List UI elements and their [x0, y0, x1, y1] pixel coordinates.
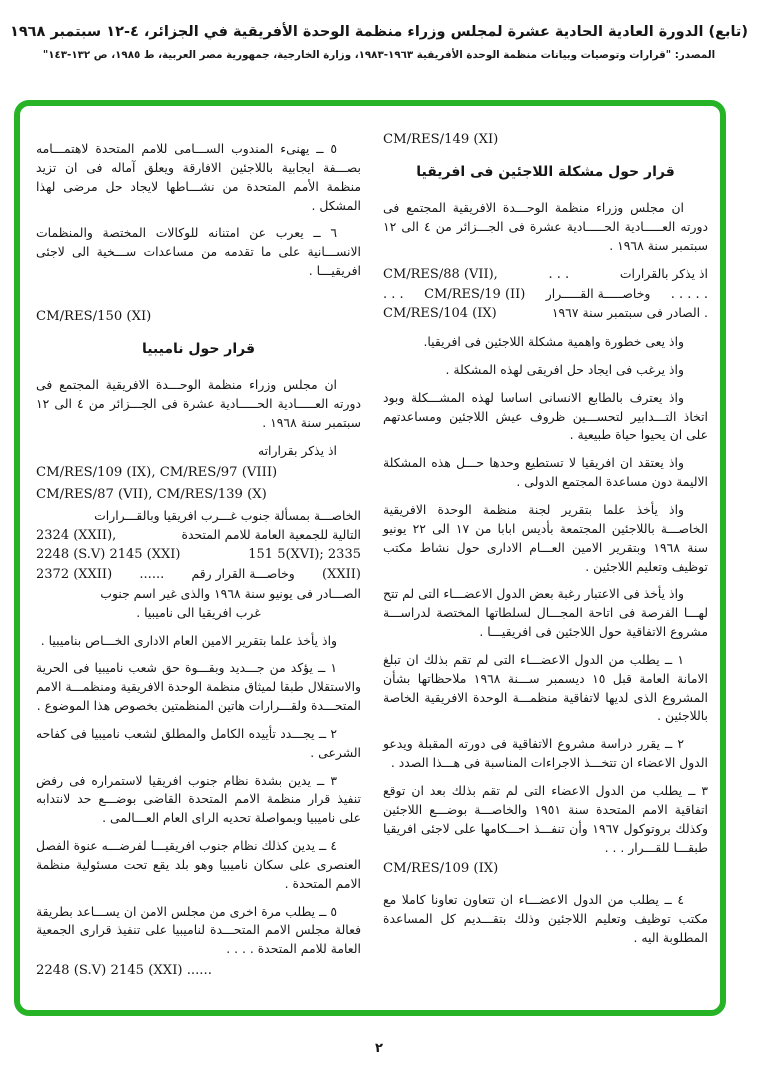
numbered-item-2: ٢ ــ يقرر دراسة مشروع الاتفاقية فى دورته المقبلة ويدعو الدول الاعضاء ان تتخـــذ الاجراءات المناسبة فى هـــذا الصدد . — [383, 736, 708, 771]
column-resolution-150 — [36, 130, 361, 1004]
page-number: ٢ — [375, 1041, 383, 1056]
document-frame — [14, 100, 726, 1016]
resolution-title-150: قرار حول ناميبيا — [141, 340, 256, 357]
concern-line-5: الصـــادر فى يونيو سنة ١٩٦٨ والذى غير اسم جنوب — [100, 585, 361, 601]
un-resolution-numbers: 151 5(XVI); 2335 — [248, 547, 361, 563]
numbered-item-5: ٥ ــ يطلب مرة اخرى من مجلس الامن ان يســـاعد بطريقة فعالة مجلس الامم المتحـــدة لناميبيا على تنفيذ قرارى الجمعية العامة للامم المتحدة . . . . — [36, 903, 361, 957]
concern-line-4 — [36, 565, 361, 585]
resolution-reference: CM/RES/19 (II) — [424, 286, 526, 302]
preamble-paragraph: ان مجلس وزراء منظمة الوحـــدة الافريقية المجتمع فى دورته العـــــادية الحـــــادية عشرة فى الجـــزائر من ٤ الى ١٢ سبتمبر سنة ١٩٦٨ . — [36, 377, 361, 430]
recall-text: اذ يذكر بالقرارات — [619, 265, 708, 281]
numbered-item-3: ٣ ــ يدين بشدة نظام جنوب افريقيا لاستمراره فى رفض تنفيذ قرار منظمة الامم المتحدة القاضى بوضـــع حد لانتدابه على ناميبيا وبمواصلة تحديه الراى العام العـــالمى . — [36, 772, 361, 826]
preamble-aware: واذ يعى خطورة واهمية مشكلة اللاجئين فى افريقيا. — [423, 334, 684, 350]
document-columns — [20, 106, 720, 1010]
numbered-item-1: ١ ــ يطلب من الدول الاعضـــاء التى لم تقم بذلك ان تبلغ الامانة العامة قبل ١٥ ديسمبر ســـنة ١٩٦٨ ملاحظاتها بشأن المشروع الذى لديها لاتفاقية منظمـــة الوحدة الافريقية الخاصة باللاجئين . — [383, 651, 708, 724]
recall-refs-line-2: CM/RES/87 (VII), CM/RES/139 (X) — [36, 486, 267, 502]
session-title: (تابع) الدورة العادية الحادية عشرة لمجلس وزراء منظمة الوحدة الأفريقية في الجزائر، ٤-١٢ سبتمبر ١٩٦٨ — [9, 24, 748, 40]
un-resolution-number: 2324 (XXII), — [36, 527, 117, 543]
concern-line-1: الخاصـــة بمسألة جنوب غـــرب افريقيا وبالقـــرارات — [94, 507, 361, 523]
preamble-note: واذ يأخذ علما بتقرير الامين العام الادارى الخـــاص بناميبيا . — [40, 632, 337, 648]
preamble-note-report: واذ يأخذ علما بتقرير لجنة منظمة الوحدة الافريقية الخاصـــة باللاجئين المجتمعة بأديس ابابا من ١٧ الى ٢٢ يونيو سنة ١٩٦٨ وبتقرير الامين العـــام الادارى حول نشاط مكتب توظيف وتعليم اللاجئين . — [383, 502, 708, 574]
un-resolution-numbers: 2248 (S.V) 2145 (XXI) — [36, 547, 181, 563]
recall-text: الصادر فى سبتمبر سنة ١٩٦٧ . — [551, 305, 708, 321]
recall-refs-line-1: CM/RES/109 (IX), CM/RES/97 (VIII) — [36, 464, 278, 480]
preamble-paragraph: ان مجلس وزراء منظمة الوحـــدة الافريقية المجتمع فى دورته العـــــادية الحـــــادية عشرة فى الجـــزائر من ٤ الى ١٢ سبتمبر سنة ١٩٦٨ . — [383, 200, 708, 254]
concern-line-3 — [36, 545, 361, 565]
un-session-number: (XXII) — [322, 567, 361, 583]
item-5-resolution-refs: 2248 (S.V) 2145 (XXI) ...... — [36, 963, 212, 979]
dot-leader: ...... — [139, 567, 165, 583]
doc-header — [0, 24, 758, 61]
item-3-resolution-ref: CM/RES/109 (IX) — [383, 861, 499, 877]
resolution-title-149: قرار حول مشكلة اللاجئين فى افريقيا — [416, 164, 675, 181]
numbered-item-1: ١ ــ يؤكد من جـــديد وبقـــوة حق شعب ناميبيا فى الحرية والاستقلال طبقا لميثاق منظمة الوحدة الافريقية ومنظمـــة الامم المتحـــدة ولقـــرارات هاتين المنظمتين بخصوص هذا الموضوع . — [36, 660, 361, 714]
recall-text: وخاصـــــة القـــــرار — [545, 285, 651, 301]
concern-line-6: غرب افريقيا الى ناميبيا . — [136, 604, 261, 620]
column-resolution-149 — [383, 130, 708, 1004]
resolution-ref-150: CM/RES/150 (XI) — [36, 308, 152, 324]
concern-text: وخاصـــة القرار رقم — [191, 566, 295, 582]
preamble-desire: واذ يرغب فى ايجاد حل افريقى لهذه المشكلة . — [445, 361, 684, 377]
dot-leader: . . . . . — [670, 286, 708, 302]
resolution-ref-149: CM/RES/149 (XI) — [383, 132, 499, 147]
resolution-reference: CM/RES/104 (IX) — [383, 306, 497, 322]
numbered-item-4: ٤ ــ يدين كذلك نظام جنوب افريقيـــا لفرضـــه عنوة الفصل العنصرى على سكان ناميبيا وهو بلد يقع تحت مسئولية منظمة الامم المتحدة . — [36, 838, 361, 891]
numbered-item-2: ٢ ــ يجـــدد تأييده الكامل والمطلق لشعب ناميبيا فى كفاحه الشرعى . — [36, 725, 361, 760]
preamble-consider: واذ يأخذ فى الاعتبار رغبة بعض الدول الاعضـــاء التى لم تتح لهـــا الفرصة فى اتاحة المجـــال لسلطاتها المختصة لدراســـة مشروع الاتفاقية حول اللاجئين فى افريقيـــا . — [383, 586, 708, 640]
preamble-believe: واذ يعتقد ان افريقيا لا تستطيع وحدها حـــل هذه المشكلة الاليمة دون مساعدة المجتمع الدولى . — [383, 455, 708, 490]
dot-leader: . . . — [383, 286, 404, 302]
numbered-item-6: ٦ ــ يعرب عن امتنانه للوكالات المختصة والمنظمات الانســـانية على ما تقدمه من مساعدات ســـخية الى لاجئى افريقيـــا . — [36, 225, 361, 279]
resolution-reference: CM/RES/88 (VII), — [383, 266, 498, 282]
numbered-item-3: ٣ ــ يطلب من الدول الاعضاء التى لم تقم بذلك بعد ان توقع اتفاقية الامم المتحدة سنة ١٩٥١ والخاصـــة بوضـــع اللاجئين وكذلك بروتوكول ١٩٦٧ وأن تنفـــذ احـــكامها على لاجئى افريقيا طبقـــا للقـــرار . . . — [383, 782, 708, 855]
preamble-recognize: واذ يعترف بالطابع الانسانى اساسا لهذه المشـــكلة وبود اتخاذ التـــدابير لتحســـين ظروف عيش اللاجئين ومساعدتهم على ان يحيوا حياة طبيعية . — [383, 389, 708, 443]
numbered-item-4: ٤ ــ يطلب من الدول الاعضـــاء ان تتعاون تعاونا كاملا مع مكتب توظيف وتعليم اللاجئين وذلك بتقـــديم كل المساعدة المطلوبة اليه . — [383, 892, 708, 946]
recall-line-2 — [383, 285, 708, 305]
recall-line-1 — [383, 265, 708, 285]
source-citation: المصدر: "قرارات وتوصيات وبيانات منظمة الوحدة الأفريقية ١٩٦٣-١٩٨٣، وزارة الخارجية، جمهورية مصر العربية، ط ١٩٨٥، ص ١٣٢-١٤٣" — [42, 49, 716, 61]
un-resolution-number: 2372 (XXII) — [36, 567, 113, 583]
recall-intro: اذ يذكر بقراراته — [257, 442, 337, 458]
recall-line-3 — [383, 304, 708, 324]
numbered-item-5: ٥ ــ يهنىء المندوب الســـامى للامم المتحدة لاهتمـــامه بصـــفة ايجابية باللاجئين الافارقة ويعلق آماله فى ان تزيد منظمة الأمم المتحدة من نشـــاطها لايجاد حل مرضى لهذا المشكل . — [36, 141, 361, 213]
concern-line-2 — [36, 526, 361, 546]
dot-leader: . . . — [548, 266, 570, 282]
concern-text: التالية للجمعية العامة للامم المتحدة — [181, 526, 361, 542]
